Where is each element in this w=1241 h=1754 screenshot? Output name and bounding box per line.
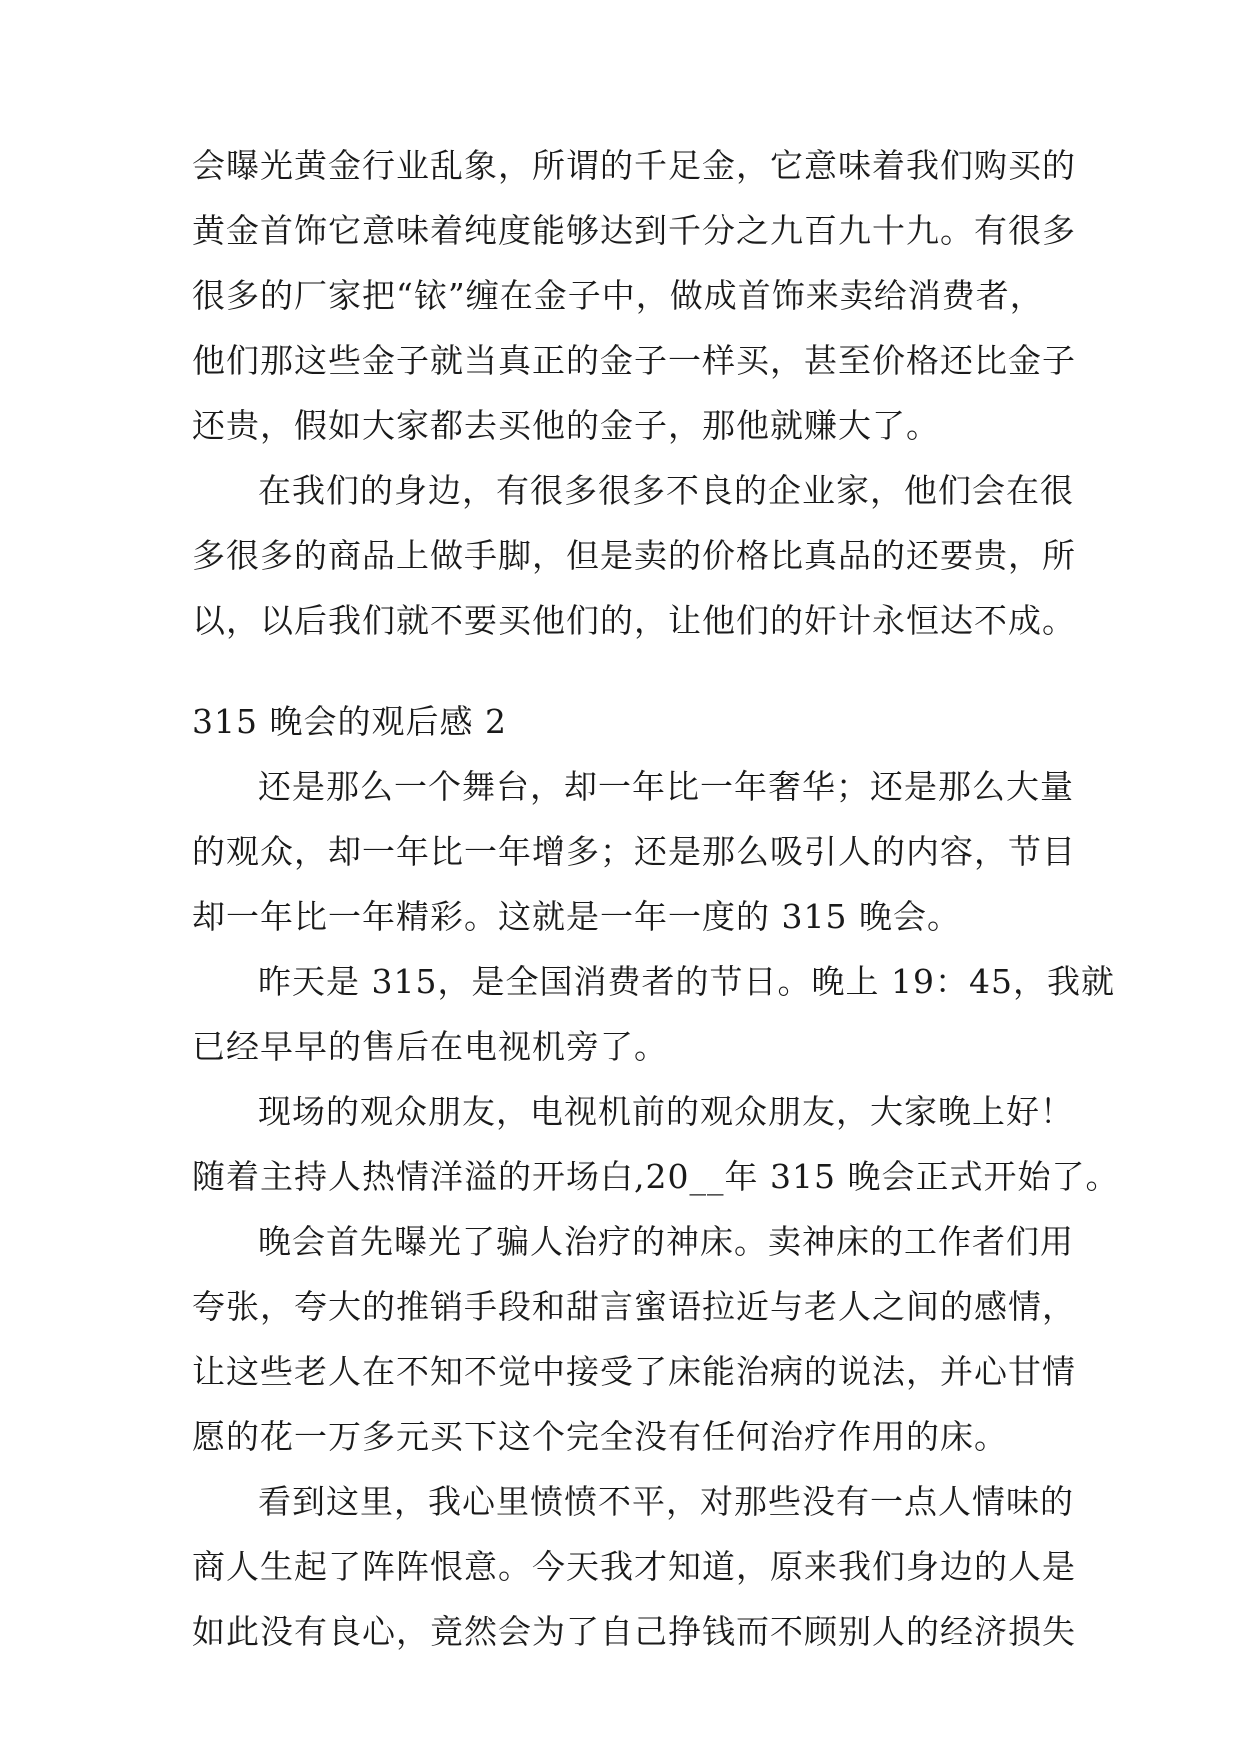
text-line: 现场的观众朋友，电视机前的观众朋友，大家晚上好！	[258, 1092, 1074, 1131]
text-line: 昨天是 315，是全国消费者的节日。晚上 19：45，我就	[258, 962, 1115, 1001]
text-line: 看到这里，我心里愤愤不平，对那些没有一点人情味的	[258, 1482, 1074, 1521]
text-line: 还是那么一个舞台，却一年比一年奢华；还是那么大量	[258, 767, 1074, 806]
text-line: 愿的花一万多元买下这个完全没有任何治疗作用的床。	[192, 1417, 1008, 1456]
text-line: 很多的厂家把“铱”缠在金子中，做成首饰来卖给消费者，	[192, 276, 1044, 315]
text-line: 在我们的身边，有很多很多不良的企业家，他们会在很	[258, 471, 1074, 510]
text-line: 他们那这些金子就当真正的金子一样买，甚至价格还比金子	[192, 341, 1076, 380]
section-heading: 315 晚会的观后感 2	[192, 702, 507, 741]
text-line: 会曝光黄金行业乱象，所谓的千足金，它意味着我们购买的	[192, 146, 1076, 185]
text-line: 的观众，却一年比一年增多；还是那么吸引人的内容，节目	[192, 832, 1076, 871]
text-line: 让这些老人在不知不觉中接受了床能治病的说法，并心甘情	[192, 1352, 1076, 1391]
text-line: 晚会首先曝光了骗人治疗的神床。卖神床的工作者们用	[258, 1222, 1074, 1261]
text-line: 如此没有良心，竟然会为了自己挣钱而不顾别人的经济损失	[192, 1612, 1076, 1651]
text-line: 以，以后我们就不要买他们的，让他们的奸计永恒达不成。	[192, 601, 1076, 640]
text-line: 却一年比一年精彩。这就是一年一度的 315 晚会。	[192, 897, 961, 936]
text-line: 随着主持人热情洋溢的开场白,20__年 315 晚会正式开始了。	[192, 1157, 1120, 1196]
text-line: 夸张，夸大的推销手段和甜言蜜语拉近与老人之间的感情，	[192, 1287, 1076, 1326]
text-line: 商人生起了阵阵恨意。今天我才知道，原来我们身边的人是	[192, 1547, 1076, 1586]
text-line: 多很多的商品上做手脚，但是卖的价格比真品的还要贵，所	[192, 536, 1076, 575]
text-line: 已经早早的售后在电视机旁了。	[192, 1027, 668, 1066]
text-line: 还贵，假如大家都去买他的金子，那他就赚大了。	[192, 406, 940, 445]
text-line: 黄金首饰它意味着纯度能够达到千分之九百九十九。有很多	[192, 211, 1076, 250]
